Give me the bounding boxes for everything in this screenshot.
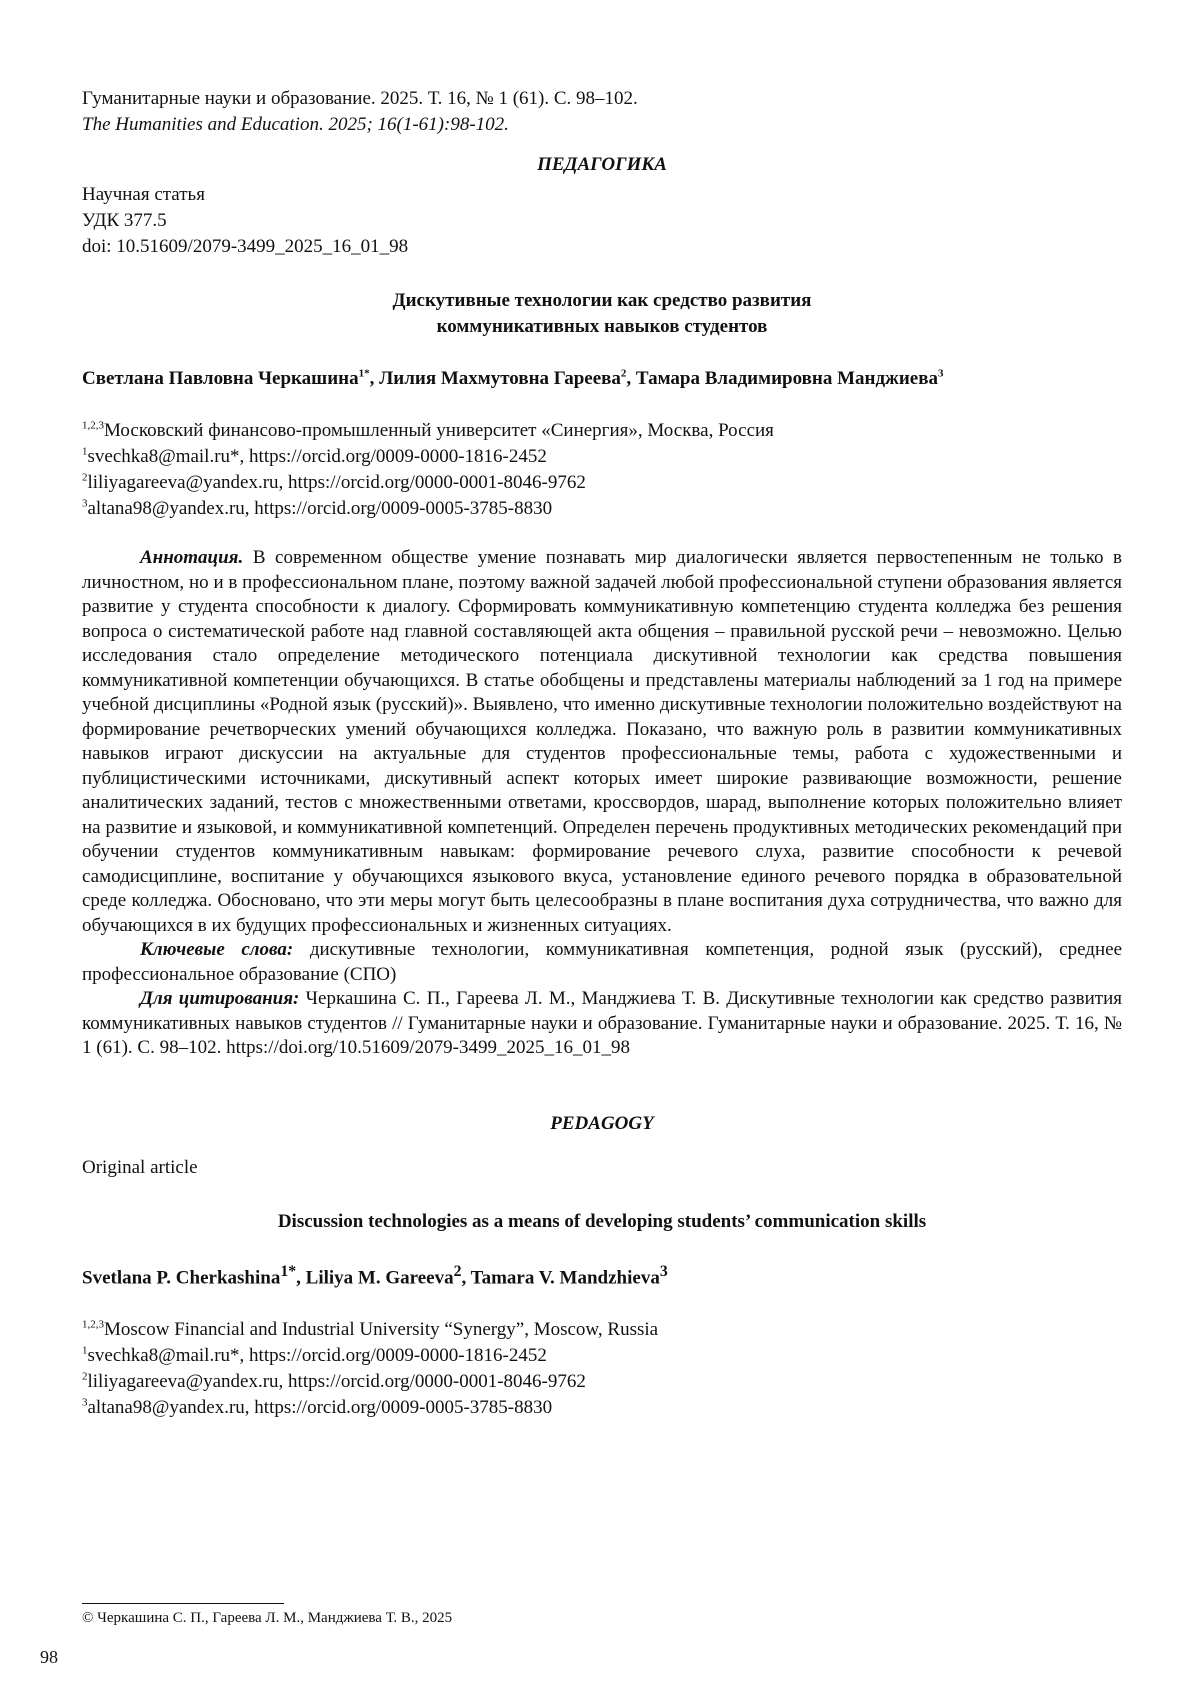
copyright-footnote: © Черкашина С. П., Гареева Л. М., Манджиева Т. В., 2025 (82, 1610, 453, 1626)
section-title-en: PEDAGOGY (550, 1112, 654, 1134)
contact-sup: 1 (82, 445, 88, 458)
article-title-ru-line-2: коммуникативных навыков студентов (436, 316, 768, 337)
author-sup: 2 (620, 367, 627, 380)
keywords-paragraph (82, 938, 1122, 987)
journal-header (82, 86, 1122, 138)
author-name: Liliya M. Gareeva (305, 1266, 454, 1288)
article-meta-ru (82, 182, 1122, 260)
author-name: Svetlana P. Cherkashina (82, 1266, 281, 1288)
author-sup: 2 (453, 1262, 462, 1280)
section-title-ru: ПЕДАГОГИКА (537, 154, 667, 175)
contact-sup: 3 (82, 1396, 88, 1409)
contact-text[interactable]: svechka8@mail.ru*, https://orcid.org/0009-0000-1816-2452 (87, 446, 547, 467)
authors-en: Svetlana P. Cherkashina$^{1*}$, Liliya M. Gareeva$^2$, Tamara V. Mandzhieva$^3$ (82, 1262, 668, 1288)
author-name: Тамара Владимировна Манджиева (635, 368, 938, 389)
contact-sup: 2 (82, 1370, 88, 1383)
article-title-ru-line-1: Дискутивные технологии как средство развития (392, 290, 812, 311)
contact-text[interactable]: liliyagareeva@yandex.ru, https://orcid.org/0000-0001-8046-9762 (87, 1370, 586, 1392)
affiliation-sup: 1,2,3 (82, 1318, 104, 1331)
contact-line[interactable] (82, 1395, 1122, 1421)
author-name: Tamara V. Mandzhieva (470, 1266, 660, 1288)
keywords-label: Ключевые слова: (140, 939, 294, 960)
keywords-text: дискутивные технологии, коммуникативная компетенция, родной язык (русский), среднее профессиональное образование (СПО) (82, 939, 1122, 985)
page-number: 98 (40, 1647, 58, 1667)
affiliation-sup: 1,2,3 (82, 419, 104, 432)
english-section (82, 1111, 1122, 1421)
author-sup: 1* (280, 1262, 297, 1280)
affiliation-ru (82, 418, 1122, 444)
citation-label: Для цитирования: (140, 988, 300, 1009)
affiliations-en (82, 1317, 1122, 1421)
affiliation-en (82, 1317, 1122, 1343)
article-type-ru: Научная статья (82, 184, 205, 205)
doi[interactable]: doi: 10.51609/2079-3499_2025_16_01_98 (82, 236, 409, 257)
affiliations-ru (82, 418, 1122, 522)
abstract-paragraph (82, 546, 1122, 938)
journal-citation-en: The Humanities and Education. 2025; 16(1-61):98-102. (82, 114, 509, 135)
abstract-block (82, 546, 1122, 1061)
abstract-text: В современном обществе умение познавать мир диалогически является первостепенным не только в личностном, но и в профессиональном плане, поэтому важной задачей любой профессиональной ступени образования является развитие у студента способности к диалогу. Сформировать коммуникативную компетенцию студента колледжа без решения вопроса о систематической работе над главной составляющей акта общения – правильной русской речи – невозможно. Целью исследования стало определение методического потенциала дискутивной технологии как средства повышения коммуникативной компетенции обучающихся. В статье обобщены и представлены материалы наблюдений за 1 год на примере учебной дисциплины «Родной язык (русский)». Выявлено, что именно дискутивные технологии положительно воздействуют на формирование речетворческих умений обучающихся колледжа. Показано, что важную роль в развитии коммуникативных навыков играют дискуссии на актуальные для студентов профессиональные темы, работа с художественными и публицистическими источниками, дискутивный аспект которых имеет широкие развивающие возможности, решение аналитических заданий, тестов с множественными ответами, кроссвордов, шарад, выполнение которых положительно влияет на развитие и языковой, и коммуникативной компетенций. Определен перечень продуктивных методических рекомендаций при обучении студентов коммуникативным навыкам: формирование речевого слуха, развитие способности к речевой самодисциплине, воспитание у обучающихся языкового вкуса, установление единого речевого порядка в образовательной среде колледжа. Обосновано, что эти меры могут быть целесообразны в плане воспитания духа сотрудничества, что важно для обучающихся в их будущих профессиональных и жизненных ситуациях. (82, 547, 1123, 936)
author-name: Лилия Махмутовна Гареева (379, 368, 621, 389)
contact-line[interactable] (82, 1343, 1122, 1369)
contact-line[interactable] (82, 444, 1122, 470)
author-sup: 3 (937, 367, 944, 380)
article-title-en: Discussion technologies as a means of developing students’ communication skills (277, 1210, 927, 1232)
citation-paragraph (82, 987, 1122, 1061)
contact-text[interactable]: altana98@yandex.ru, https://orcid.org/0009-0005-3785-8830 (87, 498, 553, 519)
authors-ru: Светлана Павловна Черкашина$^{1*}$, Лилия Махмутовна Гареева$^2$, Тамара Владимировна Манджиева$^3$ (82, 367, 944, 389)
contact-line[interactable] (82, 1369, 1122, 1395)
article-page (82, 86, 1122, 1421)
contact-line[interactable] (82, 470, 1122, 496)
article-title-ru (82, 288, 1122, 340)
author-name: Светлана Павловна Черкашина (82, 368, 359, 389)
footnote-divider (82, 1603, 284, 1604)
abstract-label: Аннотация. (140, 547, 244, 568)
contact-sup: 2 (82, 471, 88, 484)
contact-text[interactable]: liliyagareeva@yandex.ru, https://orcid.org/0000-0001-8046-9762 (87, 472, 586, 493)
udk: УДК 377.5 (82, 210, 167, 231)
contact-sup: 1 (82, 1344, 88, 1357)
citation-text: Черкашина С. П., Гареева Л. М., Манджиева Т. В. Дискутивные технологии как средство развития коммуникативных навыков студентов // Гуманитарные науки и образование. Гуманитарные науки и образование. 2025. Т. 16, № 1 (61). С. 98–102. https://doi.org/10.51609/2079-3499_2025_16_01_98 (82, 988, 1122, 1058)
author-sup: 1* (358, 367, 370, 380)
affiliation-text: Moscow Financial and Industrial University “Synergy”, Moscow, Russia (104, 1318, 659, 1340)
author-sup: 3 (659, 1262, 668, 1280)
contact-sup: 3 (82, 497, 88, 510)
contact-text[interactable]: altana98@yandex.ru, https://orcid.org/0009-0005-3785-8830 (87, 1396, 553, 1418)
affiliation-text: Московский финансово-промышленный университет «Синергия», Москва, Россия (104, 420, 774, 441)
contact-line[interactable] (82, 496, 1122, 522)
contact-text[interactable]: svechka8@mail.ru*, https://orcid.org/0009-0000-1816-2452 (87, 1344, 547, 1366)
article-type-en: Original article (82, 1156, 198, 1178)
journal-citation-ru: Гуманитарные науки и образование. 2025. Т. 16, № 1 (61). С. 98–102. (82, 88, 638, 109)
